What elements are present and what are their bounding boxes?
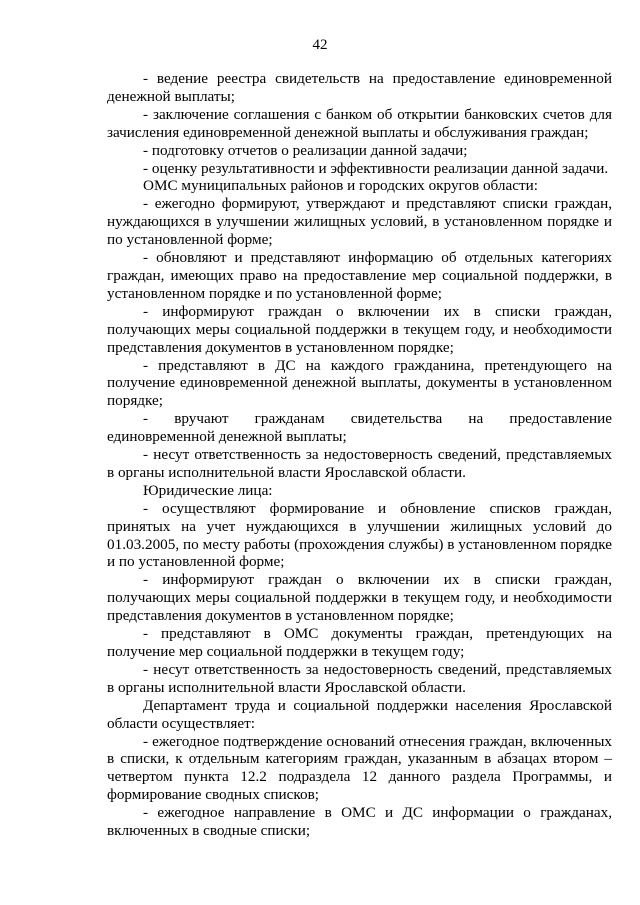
paragraph: - ведение реестра свидетельств на предоставление единовременной денежной выплаты; <box>107 70 612 105</box>
paragraph: - вручают гражданам свидетельства на предоставление единовременной денежной выплаты; <box>107 410 612 446</box>
paragraph: Департамент труда и социальной поддержки населения Ярославской области осуществляет: <box>107 696 612 732</box>
paragraph: - подготовку отчетов о реализации данной задачи; <box>143 141 468 159</box>
paragraph: - несут ответственность за недостоверность сведений, представляемых в органы исполнительной власти Ярославской области. <box>107 660 612 696</box>
paragraph: - осуществляют формирование и обновление списков граждан, принятых на учет нуждающихся в улучшении жилищных условий до 01.03.2005, по месту работы (прохождения службы) в установленном порядке и по установленной форме; <box>107 499 612 571</box>
page-number: 42 <box>312 37 328 53</box>
paragraph: - ежегодное направление в ОМС и ДС информации о гражданах, включенных в сводные списки; <box>107 804 612 840</box>
paragraph: Юридические лица: <box>143 481 273 499</box>
paragraph: - информируют граждан о включении их в списки граждан, получающих меры социальной поддержки в текущем году, и необходимости представления документов в установленном порядке; <box>107 571 612 625</box>
paragraph: - оценку результативности и эффективности реализации данной задачи. <box>143 159 609 177</box>
paragraph: - обновляют и представляют информацию об отдельных категориях граждан, имеющих право на предоставление мер социальной поддержки, в установленном порядке и по установленной форме; <box>107 249 612 302</box>
paragraph: ОМС муниципальных районов и городских округов области: <box>143 177 538 195</box>
paragraph: - ежегодное подтверждение оснований отнесения граждан, включенных в списки, к отдельным категориям граждан, указанным в абзацах втором – четвертом пункта 12.2 подраздела 12 данного раздела Программы, и формирование сводных списков; <box>107 732 612 804</box>
paragraph: - представляют в ОМС документы граждан, претендующих на получение мер социальной поддержки в текущем году; <box>107 625 612 660</box>
document-body <box>107 70 612 840</box>
paragraph: - несут ответственность за недостоверность сведений, представляемых в органы исполнительной власти Ярославской области. <box>107 446 612 481</box>
paragraph: - информируют граждан о включении их в списки граждан, получающих меры социальной поддержки в текущем году, и необходимости представления документов в установленном порядке; <box>107 302 612 356</box>
paragraph: - представляют в ДС на каждого гражданина, претендующего на получение единовременной денежной выплаты, документы в установленном порядке; <box>107 356 612 410</box>
paragraph: - заключение соглашения с банком об открытии банковских счетов для зачисления единовременной денежной выплаты и обслуживания граждан; <box>107 105 612 141</box>
paragraph: - ежегодно формируют, утверждают и представляют списки граждан, нуждающихся в улучшении жилищных условий, в установленном порядке и по установленной форме; <box>107 195 612 249</box>
